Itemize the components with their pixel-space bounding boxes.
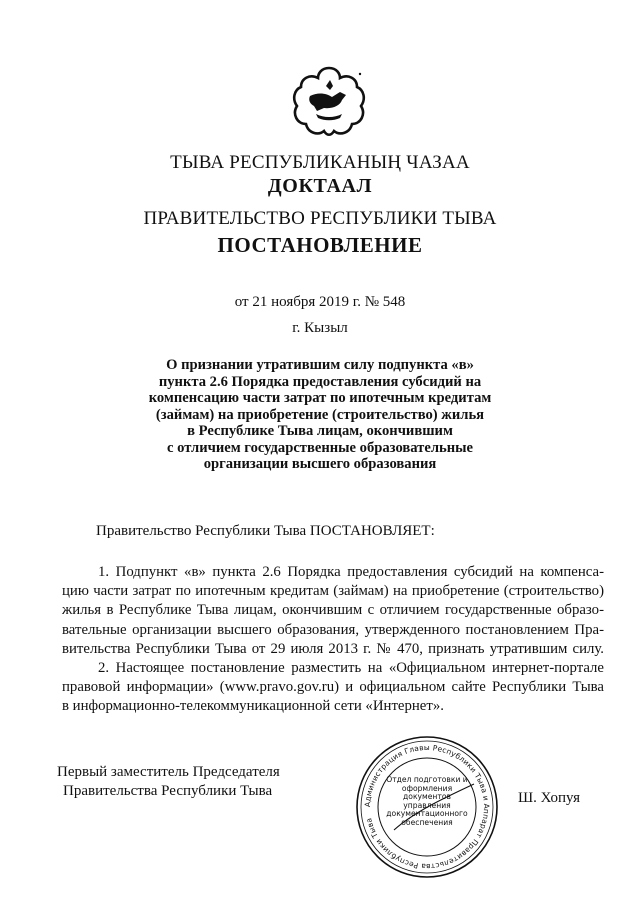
paragraph-line: 1. Подпункт «в» пункта 2.6 Порядка предоставления субсидий на компенса- [98,564,604,580]
official-stamp-icon [354,734,500,880]
header-tuvan-government: ТЫВА РЕСПУБЛИКАНЫҢ ЧАЗАА [170,152,470,173]
header-russian-government: ПРАВИТЕЛЬСТВО РЕСПУБЛИКИ ТЫВА [143,208,497,229]
paragraph-line: жилья в Республике Тыва лицам, окончившим с отличием государственные образо- [62,602,604,619]
tuva-coat-of-arms-icon [290,62,368,142]
document-place: г. Кызыл [292,320,348,336]
signatory-position [57,763,280,801]
title-line: в Республике Тыва лицам, окончившим [187,423,453,439]
document-title [0,357,640,473]
title-line: компенсацию части затрат по ипотечным кредитам [148,390,492,406]
header-tuvan-doctype: ДОКТААЛ [267,175,373,197]
title-line: О признании утратившим силу подпункта «в» [166,357,474,373]
paragraph-1 [62,563,604,659]
signatory-name: Ш. Хопуя [518,790,581,806]
paragraph-line: вательные организации высшего образования, утвержденного постановлением Пра- [62,621,604,638]
paragraph-2 [62,659,604,717]
paragraph-line: правовой информации» (www.pravo.gov.ru) и официальном сайте Республики Тыва [62,679,604,696]
paragraph-line: цию части затрат по ипотечным кредитам (займам) на приобретение (строительство) [62,583,604,600]
title-line: с отличием государственные образовательные [166,439,474,456]
stamp-center-text: Отдел подготовки и оформления документов управления документационного обеспечения [386,776,468,827]
paragraph-line: вительства Республики Тыва от 29 июля 2013 г. № 470, признать утратившим силу. [62,640,604,657]
paragraph-line: в информационно-телекоммуникационной сети «Интернет». [62,698,444,715]
stamp-ring-text: Администрация Главы Республики Тыва и Аппарат Правительства Республики Тыва [362,742,492,872]
paragraph-line: 2. Настоящее постановление разместить на «Официальном интернет-портале [98,660,604,676]
signatory-position-line: Правительства Республики Тыва [63,783,273,799]
preamble: Правительство Республики Тыва ПОСТАНОВЛЯЕТ: [96,523,435,539]
document-date-number: от 21 ноября 2019 г. № 548 [234,294,406,310]
title-line: (займам) на приобретение (строительство) жилья [155,406,485,423]
signatory-position-line: Первый заместитель Председателя [57,764,280,780]
title-line: организации высшего образования [203,456,437,472]
header-russian-doctype: ПОСТАНОВЛЕНИЕ [217,233,423,257]
title-line: пункта 2.6 Порядка предоставления субсидий на [158,373,482,390]
